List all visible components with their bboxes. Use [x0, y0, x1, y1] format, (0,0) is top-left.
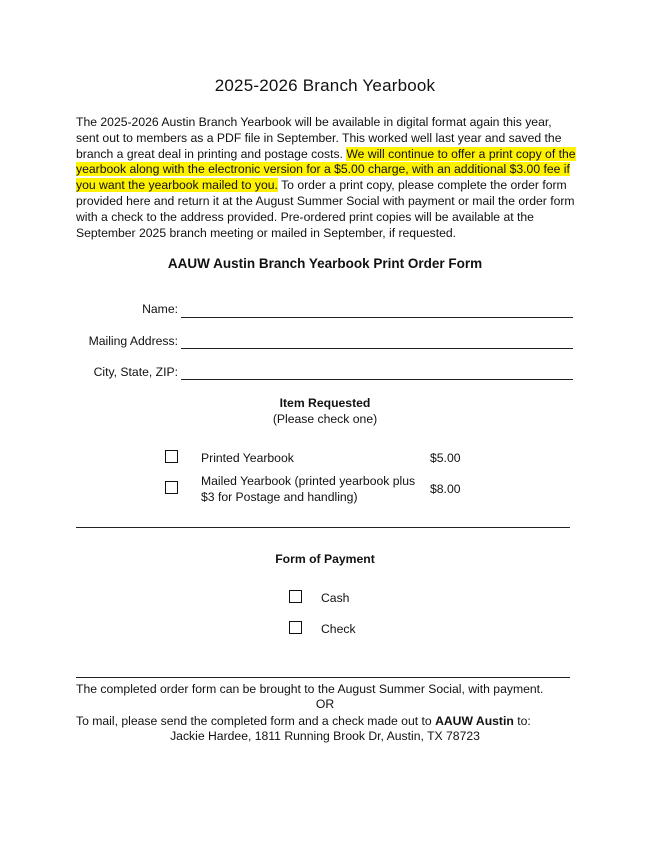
- item-requested-subheading: (Please check one): [272, 412, 378, 426]
- mailed-yearbook-label-line2: $3 for Postage and handling): [201, 490, 358, 504]
- check-label: Check: [321, 622, 356, 636]
- mailed-yearbook-price: $8.00: [430, 482, 461, 496]
- check-checkbox[interactable]: [289, 621, 302, 634]
- city-state-zip-field[interactable]: [181, 379, 573, 380]
- form-title: AAUW Austin Branch Yearbook Print Order Form: [167, 256, 483, 271]
- mailing-address-label: Mailing Address:: [88, 334, 178, 348]
- footer-mail-instructions: [76, 713, 576, 729]
- intro-highlighted-text: We will continue to offer a print copy of the yearbook along with the electronic version for a $5.00 charge, with an additional $3.00 fee if you want the yearbook mailed to you.: [76, 146, 576, 193]
- footer-mail-text-end: to:: [513, 714, 531, 728]
- footer-payee: AAUW Austin: [435, 714, 514, 728]
- printed-yearbook-label: Printed Yearbook: [201, 451, 294, 465]
- intro-text-continued: To order a print copy, please complete the order form provided here and return it at the August Summer Social with payment or mail the order form with a check to the address provided. Pre-ordered print copies will be available at the September 2025 branch meeting or mailed in September, if requested.: [76, 178, 575, 240]
- mailing-address-field[interactable]: [181, 348, 573, 349]
- cash-label: Cash: [321, 591, 350, 605]
- section-divider: [76, 527, 570, 528]
- intro-paragraph: [76, 115, 576, 241]
- name-field[interactable]: [181, 317, 573, 318]
- page-title: 2025-2026 Branch Yearbook: [214, 76, 436, 95]
- payment-heading: Form of Payment: [275, 552, 375, 566]
- footer-mailing-address: Jackie Hardee, 1811 Running Brook Dr, Austin, TX 78723: [170, 729, 480, 743]
- footer-mail-text: To mail, please send the completed form and a check made out to: [76, 714, 436, 728]
- footer-divider: [76, 677, 570, 678]
- city-state-zip-label: City, State, ZIP:: [93, 365, 178, 379]
- footer-or: OR: [315, 697, 335, 711]
- name-label: Name:: [142, 302, 178, 316]
- footer-line-1: The completed order form can be brought to the August Summer Social, with payment.: [76, 682, 544, 696]
- intro-text: The 2025-2026 Austin Branch Yearbook will be available in digital format again this year, sent out to members as a PDF file in September. This worked well last year and saved the branch a great deal in printing and postage costs.: [76, 115, 562, 161]
- printed-yearbook-price: $5.00: [430, 451, 461, 465]
- printed-yearbook-checkbox[interactable]: [165, 450, 178, 463]
- mailed-yearbook-checkbox[interactable]: [165, 481, 178, 494]
- mailed-yearbook-label: [201, 473, 415, 505]
- cash-checkbox[interactable]: [289, 590, 302, 603]
- mailed-yearbook-label-line1: Mailed Yearbook (printed yearbook plus: [201, 474, 416, 488]
- item-requested-heading: Item Requested: [279, 396, 371, 410]
